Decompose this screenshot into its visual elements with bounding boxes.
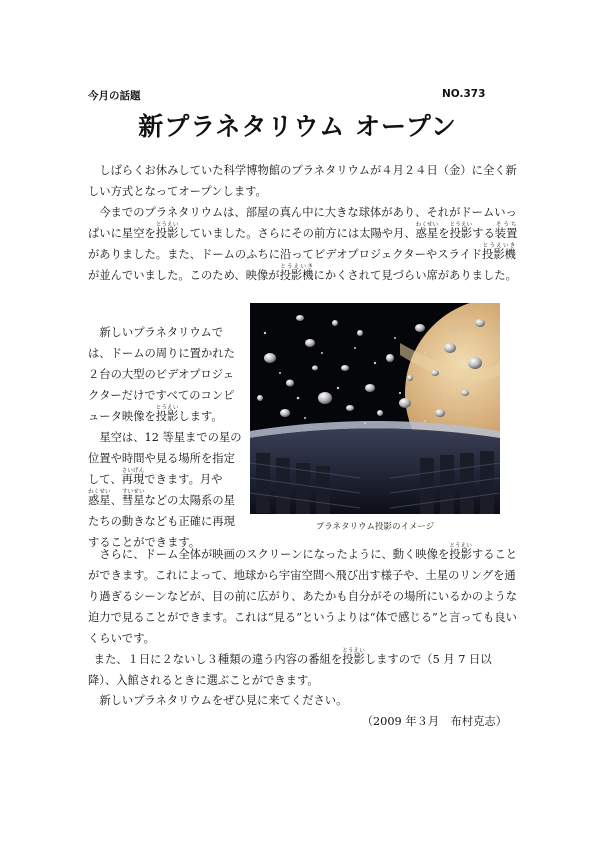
paragraph-new-planetarium: 新しいプラネタリウムでは、ドームの周りに置かれた２台の大型のビデオプロジェクターだけですべてのコンピュータ映像を投影とうえいします。 [88, 326, 235, 423]
ruby-wakusei: 惑星わくせい [415, 222, 439, 240]
ruby-toueiki: 投影機とうえいき [482, 243, 516, 261]
paragraph-dome-screen: さらに、ドーム全体が映画のスクリーンになったように、動く映像を投影とうえいすることができます。これによって、地球から宇宙空間へ飛び出す様子や、土星のリングを通り過ぎるシーンなどが、目の前に広がり、あたかも自分がその場所にいるかのような迫力で見ることができます。これは“見る”というよりは“体で感じる”と言っても良いくらいです。 [88, 543, 518, 645]
paragraph-starry-sky: 星空は、12 等星までの星の位置や時間や見る場所を指定して、再現さいげんできます。月や惑星わくせい、彗星すいせいなどの太陽系の星たちの動きなども正確に再現することができます。 [88, 431, 242, 549]
paragraph-old-planetarium: 今までのプラネタリウムは、部屋の真ん中に大きな球体があり、それがドームいっぱいに星空を投影とうえいしていました。さらにその前方には太陽や月、惑星わくせいを投影とうえいする装置そうちがありました。また、ドームのふちに沿ってビデオプロジェクターやスライド投影機とうえいきが並んでいました。このため、映像が投影機とうえいきにかくされて見づらい席がありました。 [88, 206, 518, 282]
topic-label: 今月の話題 [88, 90, 141, 102]
ruby-saigen: 再現さいげん [121, 468, 145, 486]
planetarium-image [250, 303, 500, 514]
image-caption: プラネタリウム投影のイメージ [315, 522, 435, 532]
paragraph-invitation: 新しいプラネタリウムをぜひ見に来てください。 [99, 694, 348, 707]
paragraph-programs: また、１日に２ないし３種類の違う内容の番組を投影とうえいしますので（5 月 7 日以降）、入館されるときに選ぶことができます。 [88, 648, 492, 687]
author-signature: （2009 年３月 布村克志） [361, 715, 507, 728]
ruby-touei: 投影とうえい [155, 222, 179, 240]
issue-number: NO.373 [442, 88, 486, 100]
ruby-suisei: 彗星すいせい [121, 489, 145, 507]
page-title: 新プラネタリウム オープン [138, 112, 457, 141]
ruby-souchi: 装置そうち [494, 222, 518, 240]
paragraph-intro: しばらくお休みしていた科学博物館のプラネタリウムが４月２４日（金）に全く新しい方式となってオープンします。 [88, 164, 517, 198]
